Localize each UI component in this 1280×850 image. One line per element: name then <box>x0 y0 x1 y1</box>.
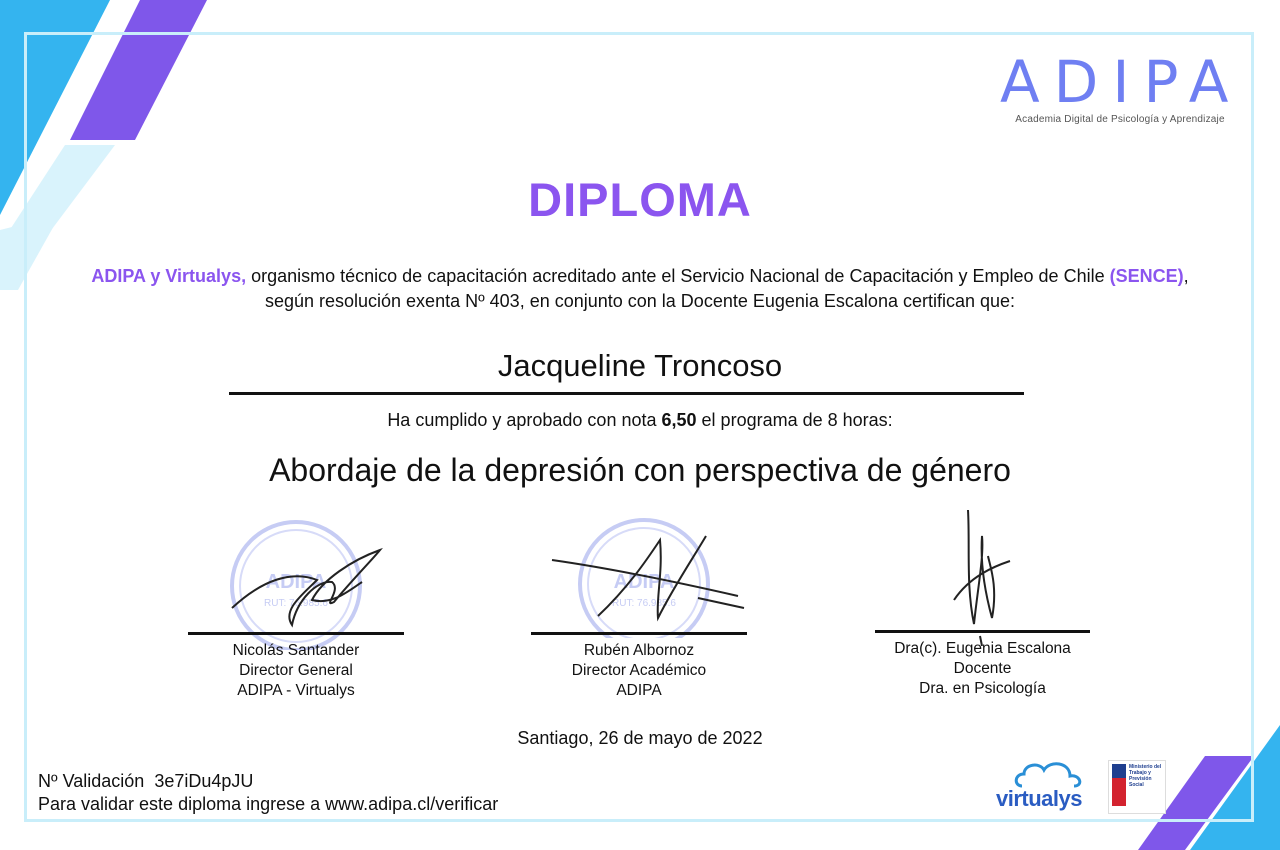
signature-3 <box>940 506 1030 646</box>
validation-code[interactable]: 3e7iDu4pJU <box>154 771 254 791</box>
signature-line <box>531 632 747 635</box>
signature-scribble <box>954 510 1010 646</box>
statement-text-1: organismo técnico de capacitación acreditado ante el Servicio Nacional de Capacitación y Empleo de Chile <box>246 266 1110 286</box>
signatory-org: ADIPA <box>616 682 662 699</box>
signatory-3 <box>875 630 1090 699</box>
validation-instructions: Para validar este diploma ingrese a www.adipa.cl/verificar <box>38 794 499 814</box>
statement-text-2: , según resolución exenta Nº 403, en conjunto con la Docente Eugenia Escalona certifican que: <box>264 266 1189 311</box>
sence-label: (SENCE) <box>1109 266 1184 286</box>
signatory-name: Rubén Albornoz <box>583 642 695 659</box>
stamp-rut: RUT: 76.985.6 <box>264 598 328 609</box>
stamp-text: ADIPA <box>613 571 675 593</box>
signatory-1 <box>188 632 404 701</box>
logo-wordmark: ADIPA <box>1000 48 1243 116</box>
stamp-text: ADIPA <box>265 571 327 593</box>
grade-value: 6,50 <box>661 410 697 430</box>
signatory-org: Dra. en Psicología <box>919 680 1046 697</box>
grade-statement <box>0 410 1280 431</box>
flag-red <box>1112 778 1126 806</box>
signature-line <box>188 632 404 635</box>
signatory-name: Nicolás Santander <box>232 642 360 659</box>
validation-block <box>38 770 498 816</box>
issuers-name: ADIPA y Virtualys, <box>91 266 247 286</box>
signatory-role: Director Académico <box>571 662 707 679</box>
logo-subtitle: Academia Digital de Psicología y Aprendizaje <box>1015 114 1225 125</box>
flag-blue <box>1112 764 1126 778</box>
signature-line <box>875 630 1090 633</box>
signatory-org: ADIPA - Virtualys <box>237 682 355 699</box>
recipient-underline <box>229 392 1024 395</box>
validation-label: Nº Validación <box>38 771 145 791</box>
ministry-text: Ministerio del Trabajo y Previsión Social <box>1129 764 1162 788</box>
ministry-logo <box>1108 760 1166 814</box>
recipient-name: Jacqueline Troncoso <box>497 348 783 383</box>
grade-suffix: el programa de 8 horas: <box>696 410 893 430</box>
signature-stamp-2 <box>548 518 748 638</box>
issue-date: Santiago, 26 de mayo de 2022 <box>517 728 763 748</box>
adipa-logo <box>1000 48 1243 125</box>
certification-statement <box>90 264 1190 314</box>
virtualys-logo <box>996 760 1100 820</box>
signatory-role: Director General <box>239 662 353 679</box>
signatory-role: Docente <box>953 660 1012 677</box>
signatory-2 <box>531 632 747 701</box>
stamp-rut: RUT: 76.985.6 <box>612 598 676 609</box>
virtualys-wordmark: virtualys <box>996 786 1082 811</box>
grade-prefix: Ha cumplido y aprobado con nota <box>387 410 662 430</box>
signatory-name: Dra(c). Eugenia Escalona <box>894 640 1071 657</box>
signature-stamp-1 <box>222 520 392 650</box>
diploma-title: DIPLOMA <box>528 173 752 226</box>
validation-code-row <box>38 770 498 793</box>
course-title: Abordaje de la depresión con perspectiva de género <box>269 452 1011 488</box>
